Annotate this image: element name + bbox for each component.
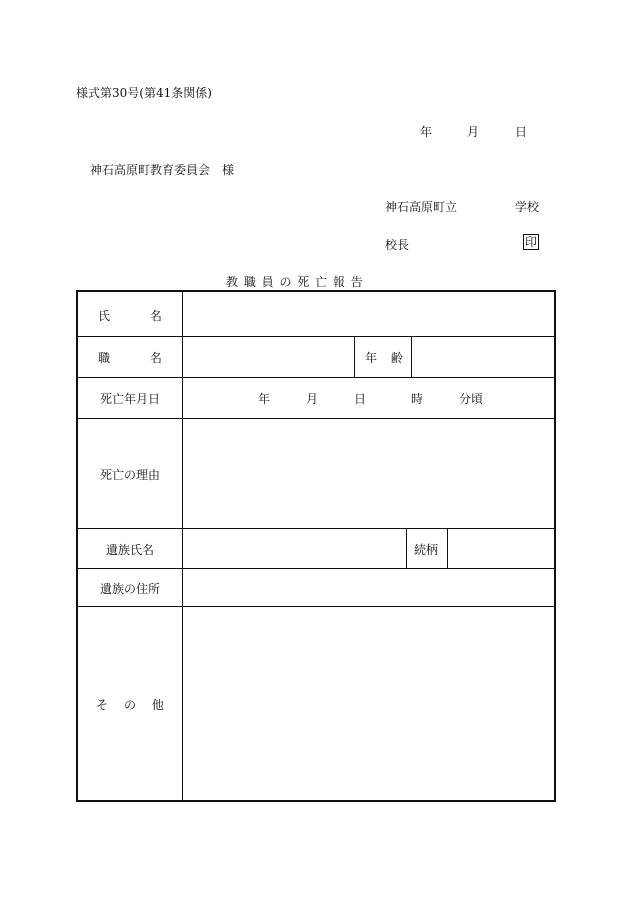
position-label-char: 職 bbox=[98, 351, 111, 365]
relation-label: 続柄 bbox=[414, 543, 439, 557]
name-label-char: 名 bbox=[149, 309, 162, 323]
row-divider bbox=[78, 568, 554, 569]
name-label-char: 氏 bbox=[98, 309, 111, 323]
family-address-field[interactable] bbox=[184, 570, 554, 604]
death-date-minute: 分頃 bbox=[459, 392, 484, 406]
relation-field[interactable] bbox=[449, 530, 553, 566]
death-date-label: 死亡年月日 bbox=[99, 392, 160, 406]
position-field[interactable] bbox=[184, 338, 352, 376]
age-field[interactable] bbox=[413, 338, 553, 376]
position-label bbox=[78, 349, 182, 366]
age-label-char: 齢 bbox=[390, 351, 403, 365]
position-label-char: 名 bbox=[149, 351, 162, 365]
death-date-month: 月 bbox=[306, 392, 319, 406]
age-label-char: 年 bbox=[365, 351, 378, 365]
age-label bbox=[365, 349, 403, 366]
addressee: 神石高原町教育委員会 様 bbox=[90, 163, 235, 177]
form-number: 様式第30号(第41条関係) bbox=[76, 86, 212, 100]
school-prefix: 神石高原町立 bbox=[385, 200, 458, 214]
family-address-label: 遺族の住所 bbox=[99, 582, 160, 596]
row-divider bbox=[78, 336, 554, 337]
date-year-label: 年 bbox=[420, 125, 433, 139]
death-date-year: 年 bbox=[258, 392, 271, 406]
name-field[interactable] bbox=[184, 294, 554, 334]
other-field[interactable] bbox=[184, 608, 554, 800]
age-column-divider bbox=[411, 336, 412, 377]
age-column-divider bbox=[354, 336, 355, 377]
school-suffix: 学校 bbox=[515, 200, 540, 214]
death-date-hour: 時 bbox=[411, 392, 424, 406]
row-divider bbox=[78, 528, 554, 529]
other-label-char: そ bbox=[96, 698, 109, 712]
death-date-day: 日 bbox=[354, 392, 367, 406]
relation-column-divider bbox=[447, 528, 448, 568]
label-column-divider bbox=[182, 292, 183, 800]
seal-mark: 印 bbox=[524, 235, 537, 249]
other-label bbox=[78, 696, 182, 713]
family-name-field[interactable] bbox=[184, 530, 404, 566]
other-label-char: 他 bbox=[151, 698, 164, 712]
relation-column-divider bbox=[406, 528, 407, 568]
date-month-label: 月 bbox=[467, 125, 480, 139]
row-divider bbox=[78, 377, 554, 378]
date-day-label: 日 bbox=[515, 125, 528, 139]
row-divider bbox=[78, 606, 554, 607]
report-title: 教 職 員 の 死 亡 報 告 bbox=[226, 275, 364, 289]
name-label bbox=[78, 307, 182, 324]
principal-label: 校長 bbox=[385, 238, 410, 252]
report-table bbox=[76, 290, 556, 802]
reason-label: 死亡の理由 bbox=[99, 468, 160, 482]
row-divider bbox=[78, 418, 554, 419]
family-name-label: 遺族氏名 bbox=[105, 543, 154, 557]
other-label-char: の bbox=[123, 698, 136, 712]
reason-field[interactable] bbox=[184, 420, 554, 526]
